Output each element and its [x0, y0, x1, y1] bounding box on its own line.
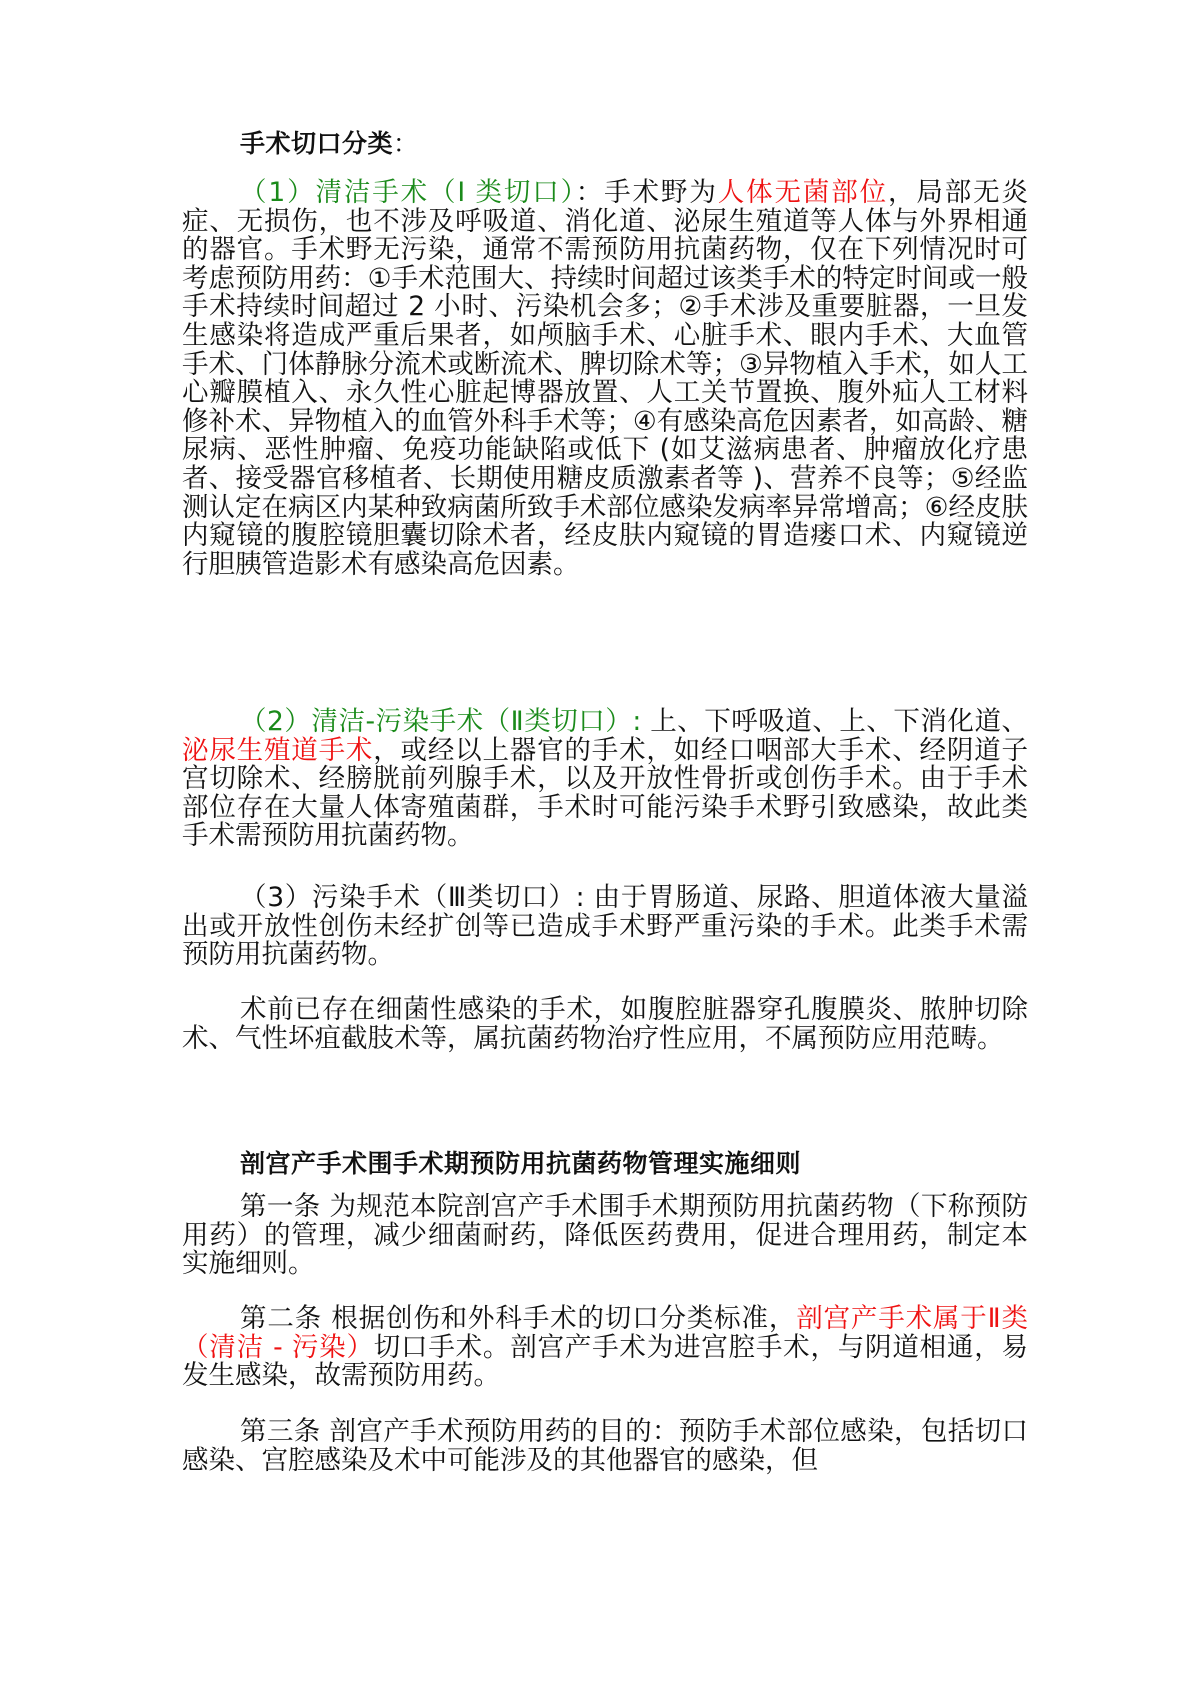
- clean-contaminated-text-a: 上、下呼吸道、上、下消化道、: [641, 706, 1028, 737]
- clean-contaminated-label: （2）清洁-污染手术（Ⅱ类切口）:: [240, 706, 642, 737]
- section-heading-cesarean-rules: 剖宫产手术围手术期预防用抗菌药物管理实施细则: [240, 1149, 802, 1178]
- article-2-highlight: 剖宫产手术属于Ⅱ类（清洁 - 污染）: [182, 1303, 1028, 1363]
- clean-surgery-label: （1）清洁手术（I 类切口）: [240, 177, 576, 208]
- article-2-text-a: 第二条 根据创伤和外科手术的切口分类标准，: [240, 1303, 797, 1334]
- clean-contaminated-highlight: 泌尿生殖道手术: [182, 734, 374, 766]
- article-2-text-b: 切口手术。剖宫产手术为进宫腔手术，与阴道相通，易发生感染，故需预防用药。: [182, 1331, 1029, 1392]
- paragraph-clean-contaminated-surgery: [182, 708, 1028, 851]
- clean-surgery-highlight: 人体无菌部位: [717, 177, 888, 208]
- heading-colon: ：: [393, 129, 419, 158]
- section-heading-incision-classification: [240, 128, 1086, 160]
- paragraph-preexisting-infection: 术前已存在细菌性感染的手术，如腹腔脏器穿孔腹膜炎、脓肿切除术、气性坏疽截肢术等，属抗菌药物治疗性应用，不属预防应用范畴。: [182, 994, 1028, 1054]
- paragraph-clean-surgery: [182, 179, 1028, 579]
- clean-surgery-text-a: ：手术野为: [575, 177, 718, 208]
- paragraph-article-1: 第一条 为规范本院剖宫产手术围手术期预防用抗菌药物（下称预防用药）的管理，减少细菌耐药，降低医药费用，促进合理用药，制定本实施细则。: [182, 1191, 1028, 1280]
- heading-text: 手术切口分类: [240, 129, 394, 158]
- clean-surgery-text-b: ，局部无炎症、无损伤，也不涉及呼吸道、消化道、泌尿生殖道等人体与外界相通的器官。手术野无污染，通常不需预防用抗菌药物，仅在下列情况时可考虑预防用药：①手术范围大、持续时间超过该类手术的特定时间或一般手术持续时间超过 2 小时、污染机会多；②手术涉及重要脏器，一旦发生感染将造成严重后果者，如颅脑手术、心脏手术、眼内手术、大血管手术、门体静脉分流术或断流术、脾切除术等；③异物植入手术，如人工心瓣膜植入、永久性心脏起博器放置、人工关节置换、腹外疝人工材料修补术、异物植入的血管外科手术等；④有感染高危因素者，如高龄、糖尿病、恶性肿瘤、免疫功能缺陷或低下 (如艾滋病患者、肿瘤放化疗患者、接受器官移植者、长期使用糖皮质激素者等 )、营养不良等；⑤经监测认定在病区内某种致病菌所致手术部位感染发病率异常增高；⑥经皮肤内窥镜的腹腔镜胆囊切除术者，经皮肤内窥镜的胃造瘘口术、内窥镜逆行胆胰管造影术有感染高危因素。: [182, 177, 1029, 580]
- clean-contaminated-text-b: ，或经以上器官的手术，如经口咽部大手术、经阴道子宫切除术、经膀胱前列腺手术，以及开放性骨折或创伤手术。由于手术部位存在大量人体寄殖菌群，手术时可能污染手术野引致感染，故此类手术需预防用抗菌药物。: [182, 734, 1029, 852]
- paragraph-article-3: 第三条 剖宫产手术预防用药的目的：预防手术部位感染，包括切口感染、宫腔感染及术中可能涉及的其他器官的感染，但: [182, 1416, 1028, 1476]
- paragraph-article-2: [182, 1305, 1028, 1391]
- paragraph-contaminated-surgery: （3）污染手术（Ⅲ类切口）: 由于胃肠道、尿路、胆道体液大量溢出或开放性创伤未经扩创等已造成手术野严重污染的手术。此类手术需预防用抗菌药物。: [182, 882, 1028, 971]
